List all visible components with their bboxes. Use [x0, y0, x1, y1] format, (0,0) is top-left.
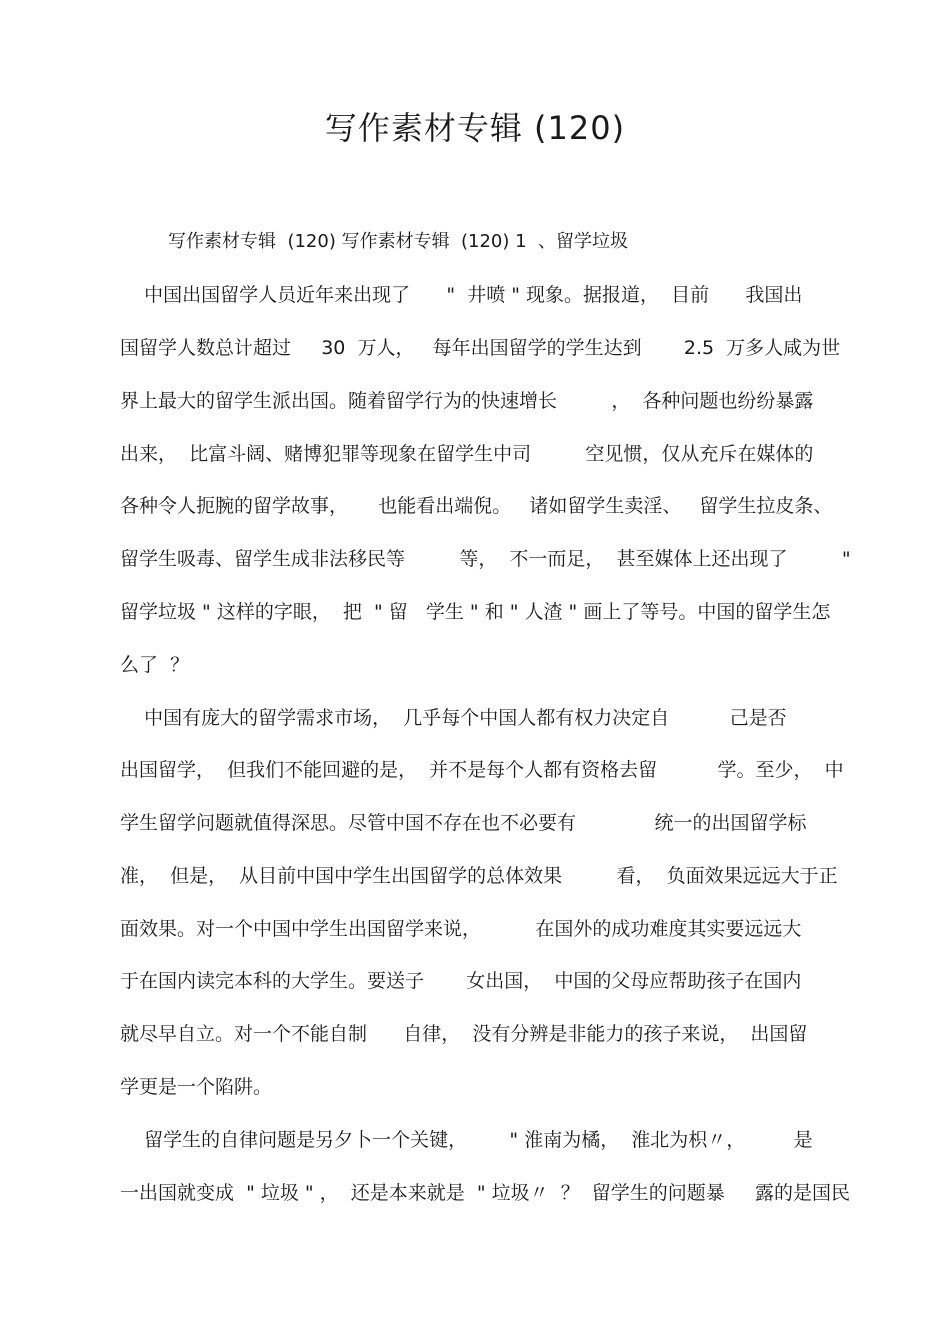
body-line: 留学垃圾 " 这样的字眼， 把 " 留 学生 " 和 " 人渣 " 画上了等号。中国的留学生怎 [120, 601, 831, 623]
body-line: 于在国内读完本科的大学生。要送子 女出国， 中国的父母应帮助孩子在国内 [120, 970, 802, 992]
body-line: 学更是一个陷阱。 [120, 1076, 273, 1098]
body-line: 么了 ？ [120, 654, 190, 676]
body-line: 面效果。对一个中国中学生出国留学来说， 在国外的成功难度其实要远远大 [120, 918, 802, 940]
body-line: 准， 但是， 从目前中国中学生出国留学的总体效果 看， 负面效果远远大于正 [120, 865, 838, 887]
body-line: 各种令人扼腕的留学故事， 也能看出端倪。 诸如留学生卖淫、 留学生拉皮条、 [120, 495, 833, 517]
body-line: 一出国就变成 " 垃圾 " ， 还是本来就是 " 垃圾〃 ？ 留学生的问题暴 露的是国民 [120, 1182, 850, 1204]
body-line: 中国有庞大的留学需求市场， 几乎每个中国人都有权力决定自 己是否 [120, 707, 787, 729]
body-line: 留学生吸毒、留学生成非法移民等 等， 不一而足， 甚至媒体上还出现了 " [120, 548, 851, 570]
body-line: 国留学人数总计超过 30 万人， 每年出国留学的学生达到 2.5 万多人咸为世 [120, 337, 841, 359]
body-line: 就尽早自立。对一个不能自制 自律， 没有分辨是非能力的孩子来说， 出国留 [120, 1023, 808, 1045]
document-title: 写作素材专辑 (120) [324, 109, 626, 147]
body-line: 中国出国留学人员近年来出现了 " 井喷 " 现象。据报道， 目前 我国出 [120, 284, 803, 306]
body-line: 出来， 比富斗阔、赌博犯罪等现象在留学生中司 空见惯，仅从充斥在媒体的 [120, 443, 814, 465]
body-line: 出国留学， 但我们不能回避的是， 并不是每个人都有资格去留 学。至少， 中 [120, 759, 844, 781]
body-line: 学生留学问题就值得深思。尽管中国不存在也不必要有 统一的出国留学标 [120, 812, 807, 834]
body-line: 留学生的自律问题是另夕卜一个关键， " 淮南为橘， 淮北为枳〃， 是 [120, 1129, 813, 1151]
intro-line: 写作素材专辑 (120) 写作素材专辑 (120) 1 、留学垃圾 [168, 231, 629, 252]
body-line: 界上最大的留学生派出国。随着留学行为的快速增长 ， 各种问题也纷纷暴露 [120, 390, 814, 412]
